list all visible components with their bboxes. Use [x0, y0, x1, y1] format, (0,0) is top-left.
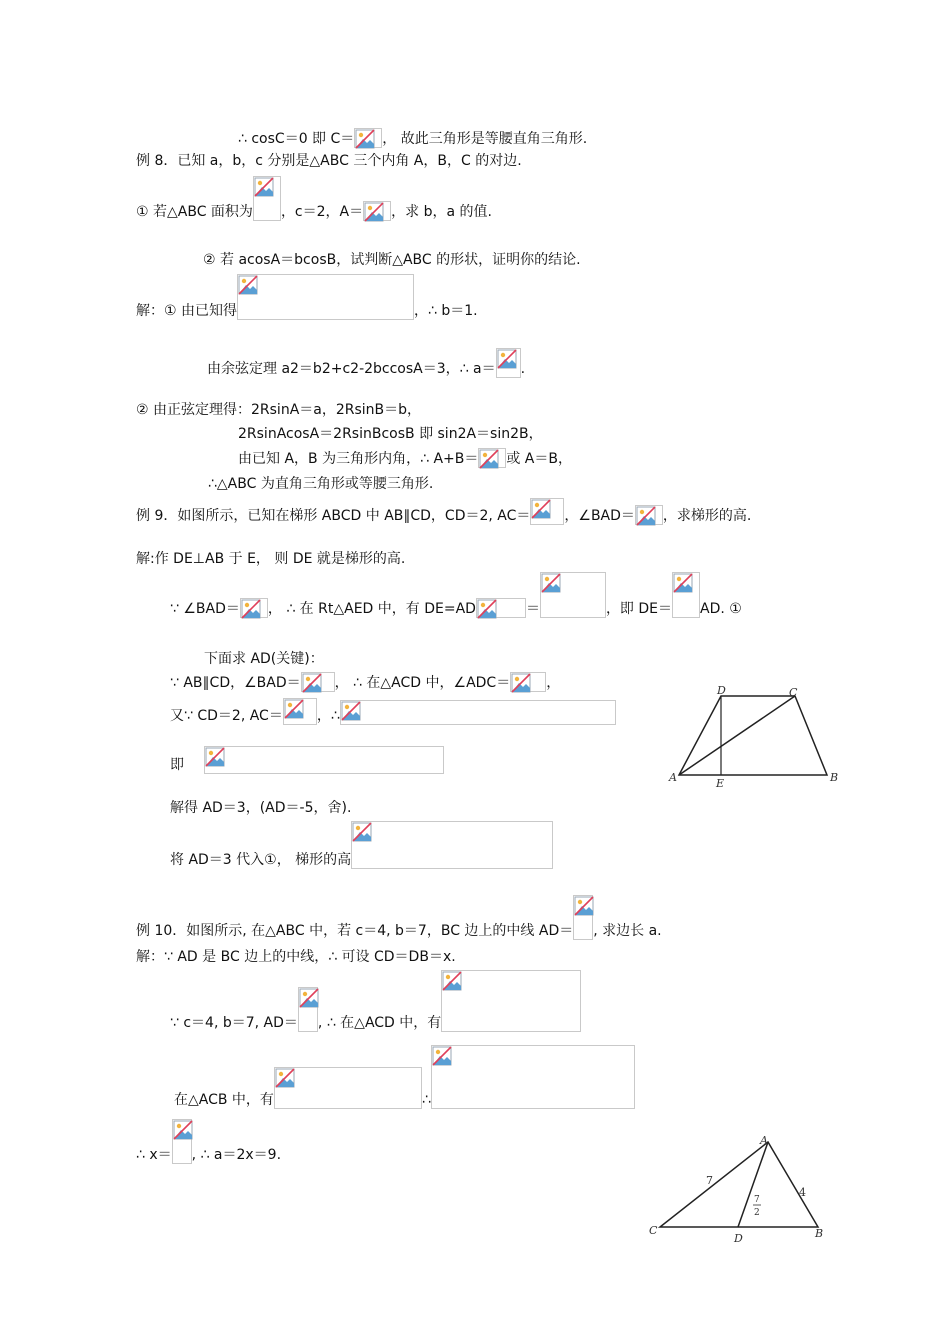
text: ，c＝2，A＝ [280, 204, 364, 220]
line-17 [170, 746, 444, 774]
label-d: D [717, 684, 726, 697]
triangle-outline [660, 1142, 818, 1227]
line-4: ② 若 acosA＝bcosB，试判断△ABC 的形状，证明你的结论. [203, 252, 581, 268]
trapezoid-outline [679, 696, 827, 775]
broken-image-icon [352, 822, 372, 842]
text: ，求 b，a 的值. [391, 204, 492, 220]
image-placeholder [530, 498, 564, 525]
text: 又∵ CD＝2, AC＝ [170, 708, 283, 724]
broken-image-icon [477, 599, 497, 619]
image-placeholder [496, 348, 521, 378]
label-b: B [830, 771, 839, 784]
text: 将 AD＝3 代入①， 梯形的高 [170, 852, 352, 868]
example-9-title [136, 498, 751, 525]
text: ∵ ∠BAD＝ [170, 601, 240, 617]
text: , 求边长 a. [593, 923, 662, 939]
text: ，∠BAD＝ [564, 508, 635, 524]
text: 由余弦定理 a2＝b2+c2-2bccosA＝3，∴ a＝ [207, 361, 496, 377]
label-e: E [716, 777, 725, 790]
image-placeholder [672, 572, 700, 618]
broken-image-icon [355, 129, 375, 149]
example-8-title: 例 8．已知 a，b，c 分别是△ABC 三个内角 A，B，C 的对边. [136, 153, 522, 169]
text: 例 9．如图所示，已知在梯形 ABCD 中 AB∥CD，CD＝2, AC＝ [136, 508, 531, 524]
diagonal-ac [679, 696, 795, 775]
broken-image-icon [541, 573, 561, 593]
broken-image-icon [275, 1068, 295, 1088]
side-c-label: 4 [799, 1186, 806, 1199]
line-8: 2RsinAcosA＝2RsinBcosB 即 sin2A＝sin2B， [238, 426, 543, 442]
line-15 [170, 672, 560, 692]
image-placeholder [253, 176, 281, 221]
text: 即 [170, 757, 184, 773]
example-10-title [136, 895, 662, 940]
text: ∴ [421, 1092, 431, 1108]
broken-image-icon [497, 349, 517, 369]
image-placeholder [354, 128, 382, 148]
broken-image-icon [511, 673, 531, 693]
text: 由已知 A，B 为三角形内角，∴ A+B＝ [238, 451, 479, 467]
line-6 [207, 348, 525, 378]
broken-image-icon [205, 747, 225, 767]
image-placeholder [476, 598, 526, 618]
text: ∴ x＝ [136, 1147, 172, 1163]
image-placeholder [351, 821, 553, 869]
text: 解：① 由已知得 [136, 303, 238, 319]
text: ， [546, 675, 561, 691]
image-placeholder [573, 895, 593, 940]
image-placeholder [441, 970, 581, 1032]
text: AD. ① [700, 601, 742, 617]
line-19 [170, 821, 553, 869]
broken-image-icon [299, 988, 319, 1008]
text: ，即 DE＝ [605, 601, 673, 617]
text: ① 若△ABC 面积为 [136, 204, 253, 220]
broken-image-icon [173, 1120, 193, 1140]
broken-image-icon [238, 275, 258, 295]
line-1 [238, 128, 587, 148]
broken-image-icon [479, 449, 499, 469]
median-denominator: 2 [754, 1208, 760, 1218]
image-placeholder [635, 505, 663, 525]
text: , ∴ 在△ACD 中，有 [317, 1015, 442, 1031]
line-12: 解:作 DE⊥AB 于 E， 则 DE 就是梯形的高. [136, 551, 406, 567]
image-placeholder [298, 987, 318, 1032]
image-placeholder [510, 672, 546, 692]
image-placeholder [237, 274, 414, 320]
image-placeholder [204, 746, 444, 774]
image-placeholder [240, 598, 268, 618]
text: . [520, 361, 526, 377]
text: 例 10．如图所示, 在△ABC 中，若 c＝4, b＝7，BC 边上的中线 AD＝ [136, 923, 574, 939]
line-16 [170, 698, 616, 725]
triangle-figure [648, 1132, 828, 1244]
text: ∴ cosC＝0 即 C＝ [238, 131, 355, 147]
label-d: D [734, 1232, 743, 1244]
image-placeholder [478, 448, 506, 468]
text: ，求梯形的高. [662, 508, 752, 524]
line-7: ② 由正弦定理得：2RsinA＝a，2RsinB＝b， [136, 402, 422, 418]
text: ∵ AB∥CD，∠BAD＝ [170, 675, 301, 691]
text: ， 故此三角形是等腰直角三角形. [382, 131, 588, 147]
broken-image-icon [636, 506, 656, 526]
image-placeholder [172, 1119, 192, 1164]
broken-image-icon [254, 177, 274, 197]
line-10: ∴△ABC 为直角三角形或等腰三角形. [208, 476, 434, 492]
label-a: A [669, 771, 677, 784]
line-18: 解得 AD＝3，(AD＝-5，舍). [170, 800, 352, 816]
broken-image-icon [341, 701, 361, 721]
line-23 [174, 1045, 635, 1109]
image-placeholder [301, 672, 335, 692]
line-5 [136, 274, 478, 320]
image-placeholder [540, 572, 606, 618]
line-24 [136, 1119, 281, 1164]
label-a: A [760, 1134, 768, 1147]
label-b: B [815, 1227, 824, 1240]
line-14: 下面求 AD(关键)： [204, 651, 324, 667]
text: ， ∴ 在△ACD 中，∠ADC＝ [334, 675, 511, 691]
line-21: 解：∵ AD 是 BC 边上的中线，∴ 可设 CD＝DB＝x. [136, 949, 456, 965]
side-b-label: 7 [706, 1174, 713, 1187]
broken-image-icon [442, 971, 462, 991]
broken-image-icon [531, 499, 551, 519]
broken-image-icon [284, 699, 304, 719]
median-numerator: 7 [754, 1195, 760, 1205]
text: ＝ [525, 601, 540, 617]
text: ， ∴ 在 Rt△AED 中，有 DE=AD [267, 601, 476, 617]
text: ，∴ b＝1. [414, 303, 478, 319]
label-c: C [649, 1224, 658, 1237]
line-22 [170, 970, 581, 1032]
broken-image-icon [673, 573, 693, 593]
broken-image-icon [364, 202, 384, 222]
image-placeholder [340, 700, 616, 725]
broken-image-icon [432, 1046, 452, 1066]
text: ，∴ [316, 708, 340, 724]
image-placeholder [431, 1045, 635, 1109]
trapezoid-figure [664, 683, 844, 793]
image-placeholder [283, 698, 317, 725]
text: 在△ACB 中，有 [174, 1092, 274, 1108]
label-c: C [789, 686, 798, 699]
text: 或 A＝B， [506, 451, 572, 467]
line-13 [170, 572, 742, 618]
broken-image-icon [574, 896, 594, 916]
text: ∵ c＝4, b＝7, AD＝ [170, 1015, 298, 1031]
broken-image-icon [302, 673, 322, 693]
text: , ∴ a＝2x＝9. [191, 1147, 282, 1163]
broken-image-icon [241, 599, 261, 619]
image-placeholder [274, 1067, 422, 1109]
image-placeholder [363, 201, 391, 221]
line-9 [238, 448, 572, 468]
line-3 [136, 176, 492, 221]
